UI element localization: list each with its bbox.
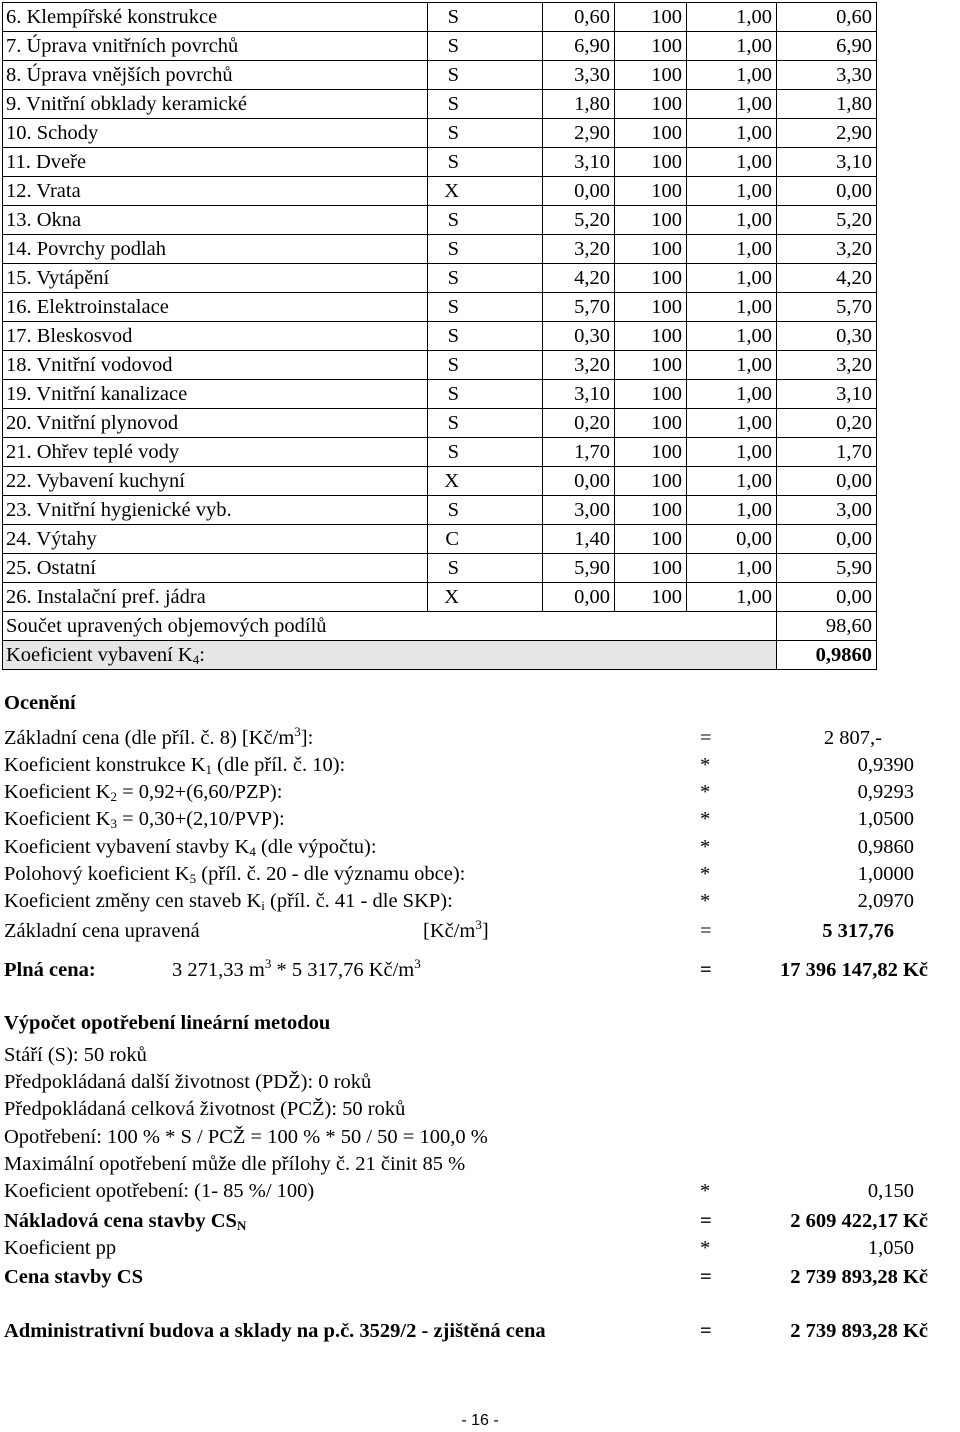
item-type: S (428, 380, 543, 409)
item-type: S (428, 554, 543, 583)
sum-label: Součet upravených objemových podílů (3, 612, 777, 641)
adjusted-price-op: = (700, 920, 712, 942)
item-type: S (428, 293, 543, 322)
item-coef: 1,00 (687, 351, 777, 380)
wear-line (0, 1151, 960, 1178)
wear-line-text: Předpokládaná celková životnost (PCŽ): 50 roků (4, 1098, 406, 1120)
item-type: S (428, 322, 543, 351)
item-percent: 100 (615, 206, 687, 235)
ki-label: Koeficient změny cen staveb $K_i$ (příl. č. 41 - dle SKP): (4, 890, 453, 913)
item-name: 14. Povrchy podlah (3, 235, 428, 264)
k3-label: Koeficient $K_3 = 0,30+(2,10/PVP)$: (4, 808, 285, 831)
item-percent: 100 (615, 119, 687, 148)
item-type: S (428, 61, 543, 90)
item-coef: 1,00 (687, 293, 777, 322)
wear-heading: Výpočet opotřebení lineární metodou (4, 1012, 331, 1034)
full-price-op: = (700, 959, 712, 981)
item-coef: 1,00 (687, 61, 777, 90)
item-percent: 100 (615, 467, 687, 496)
item-adjusted: 5,20 (777, 206, 877, 235)
item-name: 18. Vnitřní vodovod (3, 351, 428, 380)
adjusted-price-unit: $[Kč/m^3]$ (423, 917, 489, 942)
k4-row (0, 834, 960, 861)
table-row (3, 148, 877, 177)
item-share: 0,20 (543, 409, 615, 438)
item-type: X (428, 467, 543, 496)
item-coef: 1,00 (687, 322, 777, 351)
item-name: 21. Ohřev teplé vody (3, 438, 428, 467)
building-price-row (0, 1264, 960, 1291)
item-coef: 1,00 (687, 148, 777, 177)
coef-row (3, 641, 877, 670)
table-row (3, 409, 877, 438)
wear-line-text: Stáří (S): 50 roků (4, 1044, 147, 1066)
item-percent: 100 (615, 177, 687, 206)
item-adjusted: 3,30 (777, 61, 877, 90)
table-row (3, 206, 877, 235)
item-share: 3,30 (543, 61, 615, 90)
k5-op: * (700, 863, 711, 885)
item-adjusted: 0,00 (777, 467, 877, 496)
item-adjusted: 0,00 (777, 525, 877, 554)
wear-line-text: Maximální opotřebení může dle přílohy č. 21 činit 85 % (4, 1153, 466, 1175)
item-coef: 1,00 (687, 467, 777, 496)
item-name: 7. Úprava vnitřních povrchů (3, 32, 428, 61)
final-price-row (0, 1318, 960, 1345)
page-number: - 16 - (461, 1412, 499, 1429)
item-adjusted: 0,00 (777, 583, 877, 612)
item-name: 13. Okna (3, 206, 428, 235)
item-percent: 100 (615, 380, 687, 409)
wear-line (0, 1124, 960, 1151)
item-type: S (428, 235, 543, 264)
item-adjusted: 2,90 (777, 119, 877, 148)
table-row (3, 467, 877, 496)
k2-value: 0,9293 (857, 781, 914, 803)
item-adjusted: 5,70 (777, 293, 877, 322)
item-percent: 100 (615, 90, 687, 119)
item-name: 25. Ostatní (3, 554, 428, 583)
item-adjusted: 3,10 (777, 380, 877, 409)
sum-value: 98,60 (777, 612, 877, 641)
item-type: S (428, 409, 543, 438)
item-share: 1,70 (543, 438, 615, 467)
item-percent: 100 (615, 438, 687, 467)
full-price-expression: 3 271,33 $m^3 * 5$ 317,76 $Kč/m^3$ (172, 956, 421, 981)
item-share: 6,90 (543, 32, 615, 61)
wear-line-text: Opotřebení: 100 % * S / PCŽ = 100 % * 50 / 50 = 100,0 % (4, 1126, 488, 1148)
k1-op: * (700, 754, 711, 776)
full-price-label: Plná cena: (4, 959, 96, 981)
item-share: 0,60 (543, 3, 615, 32)
item-type: S (428, 119, 543, 148)
item-name: 12. Vrata (3, 177, 428, 206)
item-coef: 1,00 (687, 409, 777, 438)
table-row (3, 554, 877, 583)
table-row (3, 119, 877, 148)
k4-label: Koeficient vybavení stavby $K_4$ (dle výpočtu): (4, 836, 377, 859)
item-name: 11. Dveře (3, 148, 428, 177)
ki-value: 2,0970 (857, 890, 914, 912)
k1-row (0, 752, 960, 779)
k2-label: Koeficient $K_2 = 0,92+(6,60/PZP)$: (4, 781, 283, 804)
item-percent: 100 (615, 525, 687, 554)
item-adjusted: 3,20 (777, 235, 877, 264)
item-share: 4,20 (543, 264, 615, 293)
item-name: 17. Bleskosvod (3, 322, 428, 351)
item-share: 1,80 (543, 90, 615, 119)
item-percent: 100 (615, 322, 687, 351)
cost-price-value: 2 609 422,17 Kč (790, 1210, 928, 1232)
k4-op: * (700, 836, 711, 858)
item-share: 2,90 (543, 119, 615, 148)
ki-op: * (700, 890, 711, 912)
item-adjusted: 1,70 (777, 438, 877, 467)
item-type: S (428, 3, 543, 32)
wear-line (0, 1069, 960, 1096)
base-price-label: Základní cena (dle příl. č. 8) $[Kč/m^3]$: (4, 724, 314, 749)
item-adjusted: 3,10 (777, 148, 877, 177)
item-coef: 1,00 (687, 496, 777, 525)
coefficients-table-body (3, 3, 877, 670)
k3-row (0, 806, 960, 833)
item-coef: 1,00 (687, 177, 777, 206)
item-name: 8. Úprava vnějších povrchů (3, 61, 428, 90)
table-row (3, 525, 877, 554)
item-type: S (428, 90, 543, 119)
item-percent: 100 (615, 148, 687, 177)
item-name: 10. Schody (3, 119, 428, 148)
item-adjusted: 6,90 (777, 32, 877, 61)
final-price-value: 2 739 893,28 Kč (790, 1320, 928, 1342)
item-name: 9. Vnitřní obklady keramické (3, 90, 428, 119)
full-price-value: 17 396 147,82 Kč (779, 959, 928, 981)
item-percent: 100 (615, 3, 687, 32)
item-adjusted: 0,00 (777, 177, 877, 206)
adjusted-price-value: 5 317,76 (822, 920, 894, 942)
item-coef: 1,00 (687, 90, 777, 119)
item-adjusted: 1,80 (777, 90, 877, 119)
coefficients-table (2, 2, 877, 670)
item-share: 3,10 (543, 380, 615, 409)
base-price-row (0, 725, 960, 752)
item-name: 6. Klempířské konstrukce (3, 3, 428, 32)
building-price-label: Cena stavby CS (4, 1266, 143, 1288)
wear-line (0, 1042, 960, 1069)
wear-coef-label: Koeficient opotřebení: (1- 85 %/ 100) (4, 1180, 315, 1202)
pp-value: 1,050 (867, 1237, 914, 1259)
item-name: 19. Vnitřní kanalizace (3, 380, 428, 409)
item-name: 16. Elektroinstalace (3, 293, 428, 322)
item-name: 26. Instalační pref. jádra (3, 583, 428, 612)
table-row (3, 583, 877, 612)
item-adjusted: 5,90 (777, 554, 877, 583)
k4-value: 0,9860 (857, 836, 914, 858)
item-type: C (428, 525, 543, 554)
item-type: S (428, 438, 543, 467)
item-share: 1,40 (543, 525, 615, 554)
adjusted-price-row (0, 918, 960, 945)
item-percent: 100 (615, 235, 687, 264)
item-percent: 100 (615, 409, 687, 438)
building-price-op: = (700, 1266, 712, 1288)
table-row (3, 32, 877, 61)
wear-line-text: Předpokládaná další životnost (PDŽ): 0 roků (4, 1071, 372, 1093)
item-percent: 100 (615, 293, 687, 322)
item-share: 5,70 (543, 293, 615, 322)
item-type: X (428, 177, 543, 206)
wear-line (0, 1096, 960, 1123)
item-share: 3,20 (543, 351, 615, 380)
item-adjusted: 0,20 (777, 409, 877, 438)
item-adjusted: 0,60 (777, 3, 877, 32)
item-coef: 1,00 (687, 119, 777, 148)
final-price-op: = (700, 1320, 712, 1342)
item-coef: 1,00 (687, 32, 777, 61)
cost-price-op: = (700, 1210, 712, 1232)
coef-label: Koeficient vybavení $K_4$: (3, 641, 777, 670)
table-row (3, 90, 877, 119)
final-price-label: Administrativní budova a sklady na p.č. 3529/2 - zjištěná cena (4, 1320, 546, 1342)
cost-price-label: Nákladová cena stavby $CS_N$ (4, 1210, 247, 1233)
oceneni-heading: Ocenění (4, 692, 76, 714)
item-percent: 100 (615, 554, 687, 583)
table-row (3, 177, 877, 206)
pp-op: * (700, 1237, 711, 1259)
item-share: 3,20 (543, 235, 615, 264)
base-price-value: 2 807,- (823, 727, 882, 749)
item-type: S (428, 32, 543, 61)
item-share: 0,30 (543, 322, 615, 351)
adjusted-price-label: Základní cena upravená (4, 920, 200, 942)
item-share: 0,00 (543, 583, 615, 612)
k5-value: 1,0000 (857, 863, 914, 885)
item-percent: 100 (615, 351, 687, 380)
item-share: 3,10 (543, 148, 615, 177)
wear-coef-value: 0,150 (867, 1180, 914, 1202)
coef-value: 0,9860 (777, 641, 877, 670)
table-row (3, 438, 877, 467)
cost-price-row (0, 1208, 960, 1235)
item-coef: 1,00 (687, 264, 777, 293)
item-adjusted: 3,20 (777, 351, 877, 380)
wear-coef-row (0, 1178, 960, 1205)
item-name: 15. Vytápění (3, 264, 428, 293)
item-name: 24. Výtahy (3, 525, 428, 554)
item-coef: 1,00 (687, 554, 777, 583)
item-coef: 1,00 (687, 206, 777, 235)
building-price-value: 2 739 893,28 Kč (790, 1266, 928, 1288)
k5-row (0, 861, 960, 888)
base-price-op: = (700, 727, 712, 749)
table-row (3, 351, 877, 380)
item-coef: 1,00 (687, 380, 777, 409)
item-coef: 1,00 (687, 583, 777, 612)
k1-label: Koeficient konstrukce $K_1$ (dle příl. č. 10): (4, 754, 346, 777)
table-row (3, 264, 877, 293)
k5-label: Polohový koeficient $K_5$ (příl. č. 20 - dle významu obce): (4, 863, 466, 886)
item-coef: 1,00 (687, 235, 777, 264)
item-coef: 1,00 (687, 3, 777, 32)
item-share: 5,20 (543, 206, 615, 235)
item-type: X (428, 583, 543, 612)
item-percent: 100 (615, 264, 687, 293)
k2-row (0, 779, 960, 806)
item-share: 0,00 (543, 467, 615, 496)
item-coef: 0,00 (687, 525, 777, 554)
k1-value: 0,9390 (857, 754, 914, 776)
item-type: S (428, 148, 543, 177)
sum-row (3, 612, 877, 641)
item-adjusted: 4,20 (777, 264, 877, 293)
item-name: 20. Vnitřní plynovod (3, 409, 428, 438)
k3-value: 1,0500 (857, 808, 914, 830)
item-type: S (428, 496, 543, 525)
item-type: S (428, 264, 543, 293)
item-name: 23. Vnitřní hygienické vyb. (3, 496, 428, 525)
pp-label: Koeficient pp (4, 1237, 117, 1259)
table-row (3, 3, 877, 32)
table-row (3, 322, 877, 351)
wear-coef-op: * (700, 1180, 711, 1202)
item-type: S (428, 206, 543, 235)
item-type: S (428, 351, 543, 380)
item-adjusted: 0,30 (777, 322, 877, 351)
table-row (3, 61, 877, 90)
item-share: 0,00 (543, 177, 615, 206)
item-percent: 100 (615, 61, 687, 90)
item-name: 22. Vybavení kuchyní (3, 467, 428, 496)
full-price-row (0, 957, 960, 984)
item-adjusted: 3,00 (777, 496, 877, 525)
k3-op: * (700, 808, 711, 830)
pp-row (0, 1235, 960, 1262)
table-row (3, 496, 877, 525)
item-percent: 100 (615, 32, 687, 61)
item-percent: 100 (615, 583, 687, 612)
item-share: 5,90 (543, 554, 615, 583)
table-row (3, 380, 877, 409)
table-row (3, 293, 877, 322)
ki-row (0, 888, 960, 915)
item-percent: 100 (615, 496, 687, 525)
table-row (3, 235, 877, 264)
item-share: 3,00 (543, 496, 615, 525)
k2-op: * (700, 781, 711, 803)
item-coef: 1,00 (687, 438, 777, 467)
